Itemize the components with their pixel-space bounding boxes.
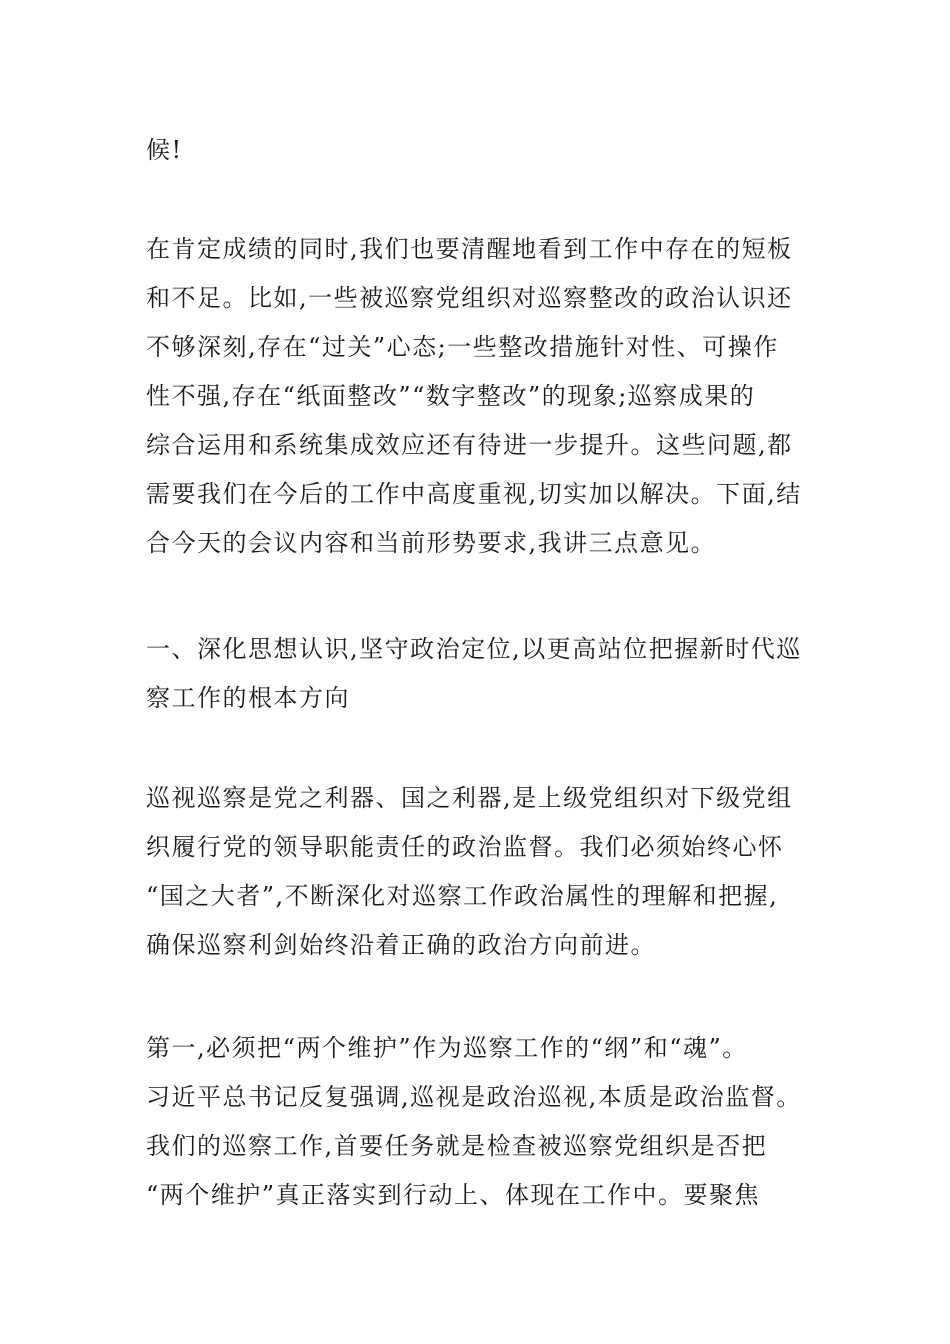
text-line: 一、深化思想认识,坚守政治定位,以更高站位把握新时代巡 [146, 635, 802, 663]
text-line: 和不足。比如,一些被巡察党组织对巡察整改的政治认识还 [146, 284, 793, 312]
paragraph-political-supervision [146, 774, 836, 970]
text-line: “国之大者”,不断深化对巡察工作政治属性的理解和把握, [146, 882, 779, 910]
text-line: 性不强,存在“纸面整改”“数字整改”的现象;巡察成果的 [146, 382, 756, 410]
text-line: 习近平总书记反复强调,巡视是政治巡视,本质是政治监督。 [146, 1083, 802, 1111]
text-line: 在肯定成绩的同时,我们也要清醒地看到工作中存在的短板 [146, 235, 793, 263]
text-line: 候! [146, 136, 183, 164]
section-heading-one [146, 625, 836, 723]
paragraph-shortcomings [146, 225, 836, 568]
text-line: 织履行党的领导职能责任的政治监督。我们必须始终心怀 [146, 833, 784, 861]
text-line: 不够深刻,存在“过关”心态;一些整改措施针对性、可操作 [146, 333, 779, 361]
paragraph-closing [146, 126, 836, 175]
text-line: 第一,必须把“两个维护”作为巡察工作的“纲”和“魂”。 [146, 1034, 748, 1062]
text-line: 需要我们在今后的工作中高度重视,切实加以解决。下面,结 [146, 480, 802, 508]
text-line: 我们的巡察工作,首要任务就是检查被巡察党组织是否把 [146, 1132, 768, 1160]
text-line: “两个维护”真正落实到行动上、体现在工作中。要聚焦 [146, 1181, 761, 1209]
text-line: 合今天的会议内容和当前形势要求,我讲三点意见。 [146, 529, 717, 557]
text-line: 综合运用和系统集成效应还有待进一步提升。这些问题,都 [146, 431, 793, 459]
text-line: 确保巡察利剑始终沿着正确的政治方向前进。 [146, 931, 656, 959]
paragraph-first-point [146, 1024, 836, 1220]
text-line: 巡视巡察是党之利器、国之利器,是上级党组织对下级党组 [146, 784, 793, 812]
text-line: 察工作的根本方向 [146, 684, 350, 712]
